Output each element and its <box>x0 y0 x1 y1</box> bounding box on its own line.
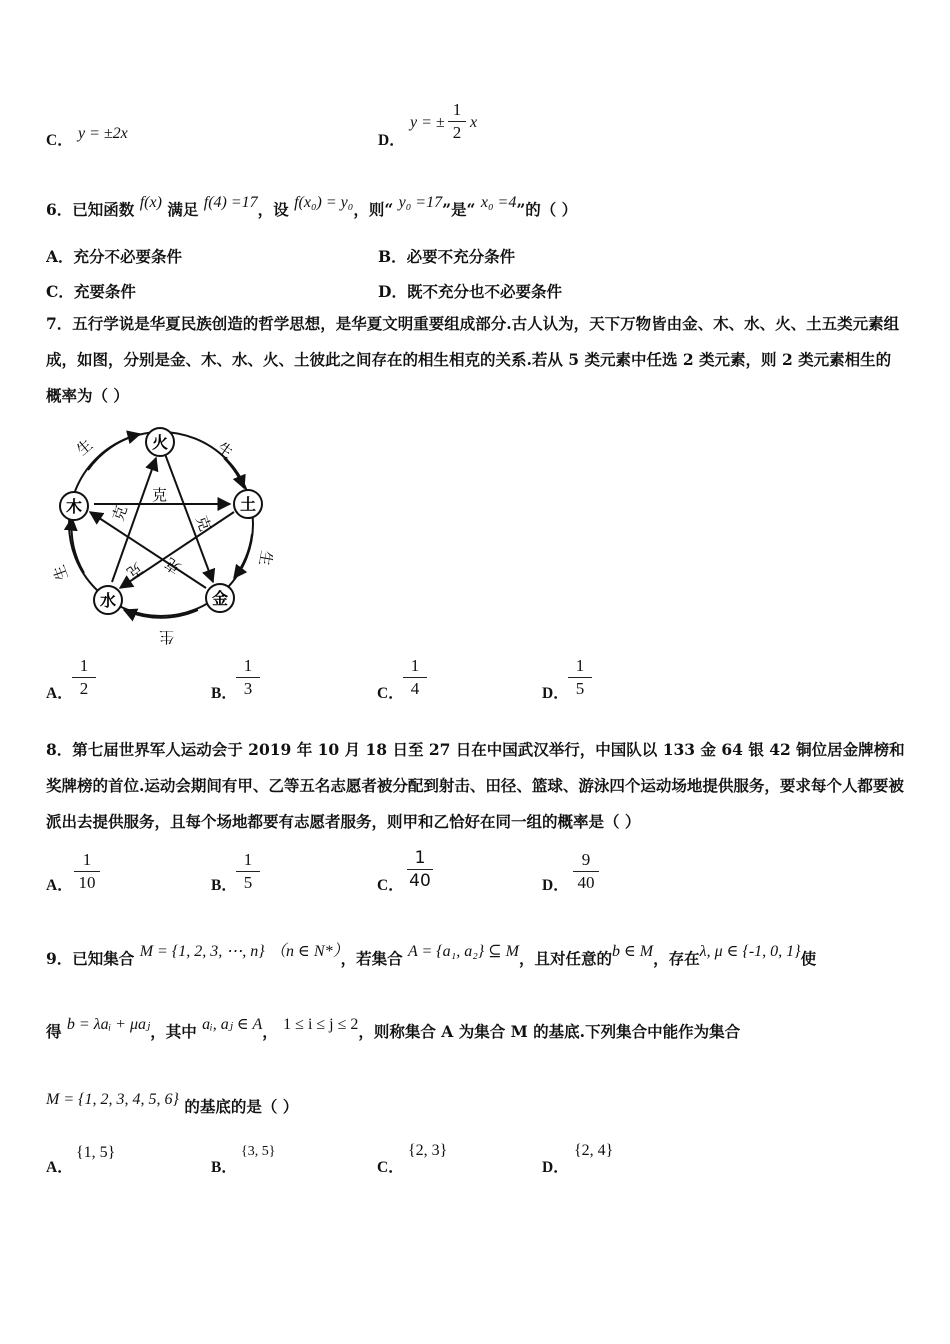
sheng-arrow-wood-fire <box>88 434 140 470</box>
fraction-bar <box>236 677 260 678</box>
q5-option-d-prefix: y = ± <box>410 114 445 131</box>
stem-text: ，若集合 <box>340 949 403 968</box>
math-expr: M = {1, 2, 3, 4, 5, 6} <box>46 1091 179 1108</box>
q7-option-b-label: B． <box>211 685 237 702</box>
fraction-numerator: 1 <box>243 850 253 869</box>
option-text: 充要条件 <box>73 282 136 301</box>
stem-text: 使 <box>800 949 817 968</box>
stem-text: 已知函数 <box>72 200 135 219</box>
q8-option-c-fraction <box>405 848 435 891</box>
stem-text: 已知集合 <box>72 949 135 968</box>
sheng-label: 生 <box>49 562 72 583</box>
q7-option-d-fraction <box>566 656 594 699</box>
fraction-denominator: 2 <box>452 123 462 142</box>
fraction-denominator: 3 <box>243 679 253 698</box>
stem-text: ，存在 <box>653 949 700 968</box>
five-elements-diagram <box>48 418 288 648</box>
ke-label: 克 <box>161 554 185 578</box>
fraction-denominator: 2 <box>79 679 89 698</box>
q7-option-c-label: C． <box>377 685 404 702</box>
stem-text: 满足 <box>167 200 199 219</box>
node-water <box>94 586 122 614</box>
stem-text: 的基底的是（ ） <box>184 1097 299 1116</box>
fraction-bar <box>448 121 466 122</box>
fraction-numerator: 1 <box>82 850 92 869</box>
stem-text: ，其中 <box>150 1022 197 1041</box>
svg-text:水: 水 <box>99 591 117 610</box>
fraction-denominator: 10 <box>78 873 96 892</box>
math-expr: f(x) <box>139 194 162 211</box>
stem-text: ， <box>262 1022 278 1041</box>
stem-text: ，设 <box>257 200 289 219</box>
q5-option-d-suffix: x <box>470 114 478 131</box>
math-expr: b ∈ M <box>611 943 654 960</box>
option-text: 必要不充分条件 <box>406 247 516 266</box>
fraction-bar <box>403 677 427 678</box>
question-7-stem: 7．五行学说是华夏民族创造的哲学思想，是华夏文明重要组成部分.古人认为，天下万物皆由金、木、水、火、土五类元素组成，如图，分别是金、木、水、火、土彼此之间存在的相生相克的关系.若从 5 类元素中任选 2 类元素，则 2 类元素相生的概率为（ ） <box>46 314 900 405</box>
math-expr: A = {a₁, a₂} ⊆ M <box>408 943 519 960</box>
fraction-bar <box>407 869 433 870</box>
fraction-numerator: 1 <box>414 848 426 868</box>
sheng-arrow-earth-metal <box>234 534 252 578</box>
node-metal <box>206 584 234 612</box>
q8-option-a-label: A． <box>46 877 73 894</box>
ke-label: 克 <box>192 513 215 534</box>
math-expr: 1 ≤ i ≤ j ≤ 2 <box>283 1016 359 1033</box>
stem-text: ，且对任意的 <box>518 949 612 968</box>
math-expr: f(x₀) = y₀ <box>294 194 354 211</box>
fraction-denominator: 40 <box>577 873 595 892</box>
math-expr: y₀ =17 <box>398 194 443 211</box>
math-expr: λ, μ ∈ {-1, 0, 1} <box>699 943 801 960</box>
q9-option-a-set: {1, 5} <box>76 1144 116 1161</box>
fraction-bar <box>236 871 260 872</box>
q8-option-b-label: B． <box>211 877 237 894</box>
stem-text: ”的（ ） <box>516 200 578 219</box>
option-label: B． <box>378 247 407 266</box>
math-expr: b = λaᵢ + μaⱼ <box>66 1016 151 1033</box>
q9-option-b-set: {3, 5} <box>241 1144 276 1159</box>
q9-option-c-label: C． <box>377 1159 404 1176</box>
stem-text: ，则称集合 A 为集合 M 的基底.下列集合中能作为集合 <box>358 1022 741 1041</box>
stem-text: ，则“ <box>353 200 394 219</box>
question-6-stem <box>46 194 578 220</box>
q7-option-a-label: A． <box>46 685 73 702</box>
q6-option-a <box>46 245 182 267</box>
q8-option-b-fraction <box>234 850 262 893</box>
question-9-line-2 <box>46 1016 741 1042</box>
math-expr: （n ∈ N*） <box>270 943 341 960</box>
q5-option-d-fraction <box>446 100 468 143</box>
stem-text: 得 <box>46 1022 62 1041</box>
option-label: A． <box>46 247 74 266</box>
q8-option-c-label: C． <box>377 877 404 894</box>
math-expr: aᵢ, aⱼ ∈ A <box>202 1016 263 1033</box>
fraction-bar <box>568 677 592 678</box>
question-number: 9． <box>46 949 73 968</box>
sheng-arrow-fire-earth <box>224 458 244 488</box>
q9-option-c-set: {2, 3} <box>408 1142 448 1159</box>
option-label: C． <box>46 282 74 301</box>
q6-option-c <box>46 280 136 302</box>
q8-option-d-label: D． <box>542 877 569 894</box>
fraction-numerator: 9 <box>581 850 591 869</box>
svg-text:木: 木 <box>65 497 83 516</box>
fraction-bar <box>74 871 100 872</box>
svg-text:金: 金 <box>211 589 229 608</box>
math-expr: f(4) =17 <box>203 194 258 211</box>
question-number: 6． <box>46 200 73 219</box>
svg-text:土: 土 <box>239 495 257 514</box>
ke-label: 克 <box>152 486 168 504</box>
math-expr: x₀ =4 <box>480 194 517 211</box>
ke-label: 克 <box>108 503 131 524</box>
q7-option-a-fraction <box>70 656 98 699</box>
sheng-label: 生 <box>213 438 237 462</box>
fraction-denominator: 40 <box>409 871 431 891</box>
q6-option-b <box>378 245 515 267</box>
fraction-denominator: 4 <box>410 679 420 698</box>
fraction-bar <box>573 871 599 872</box>
option-text: 充分不必要条件 <box>73 247 183 266</box>
q9-option-b-label: B． <box>211 1159 237 1176</box>
q9-option-d-label: D． <box>542 1159 569 1176</box>
math-expr: M = {1, 2, 3, ⋯, n} <box>139 943 265 960</box>
q7-option-c-fraction <box>401 656 429 699</box>
sheng-label: 生 <box>158 628 174 646</box>
stem-text: ”是“ <box>442 200 476 219</box>
question-9-line-3 <box>46 1091 299 1117</box>
q8-option-a-fraction <box>72 850 102 893</box>
q9-option-d-set: {2, 4} <box>574 1142 614 1159</box>
q5-option-c-expr: y = ±2x <box>78 125 128 142</box>
fraction-numerator: 1 <box>452 100 462 119</box>
fraction-denominator: 5 <box>243 873 253 892</box>
q9-option-a-label: A． <box>46 1159 73 1176</box>
node-fire <box>146 428 174 456</box>
sheng-label: 生 <box>255 549 276 568</box>
q5-option-d-label: D． <box>378 132 405 149</box>
fraction-numerator: 1 <box>79 656 89 675</box>
fraction-numerator: 1 <box>410 656 420 675</box>
q5-option-c-label: C． <box>46 132 73 149</box>
node-earth <box>234 490 262 518</box>
question-9-line-1 <box>46 943 817 969</box>
ke-label: 克 <box>123 558 147 583</box>
node-wood <box>60 492 88 520</box>
option-text: 既不充分也不必要条件 <box>406 282 562 301</box>
svg-text:火: 火 <box>151 433 169 452</box>
question-8-stem: 8．第七届世界军人运动会于 2019 年 10 月 18 日至 27 日在中国武汉举行，中国队以 133 金 64 银 42 铜位居金牌榜和奖牌榜的首位.运动会期间有甲、乙等五名志愿者被分配到射击、田径、篮球、游泳四个运动场地提供服务，要求每个人都要被派出去提供服务，且每个场地都要有志愿者服务，则甲和乙恰好在同一组的概率是（ ） <box>46 740 905 831</box>
q7-option-d-label: D． <box>542 685 569 702</box>
sheng-label: 生 <box>73 435 97 460</box>
q7-option-b-fraction <box>234 656 262 699</box>
fraction-denominator: 5 <box>575 679 585 698</box>
fraction-bar <box>72 677 96 678</box>
ke-arrow-metal-wood <box>90 512 206 588</box>
q6-option-d <box>378 280 562 302</box>
fraction-numerator: 1 <box>575 656 585 675</box>
q8-option-d-fraction <box>571 850 601 893</box>
option-label: D． <box>378 282 407 301</box>
fraction-numerator: 1 <box>243 656 253 675</box>
